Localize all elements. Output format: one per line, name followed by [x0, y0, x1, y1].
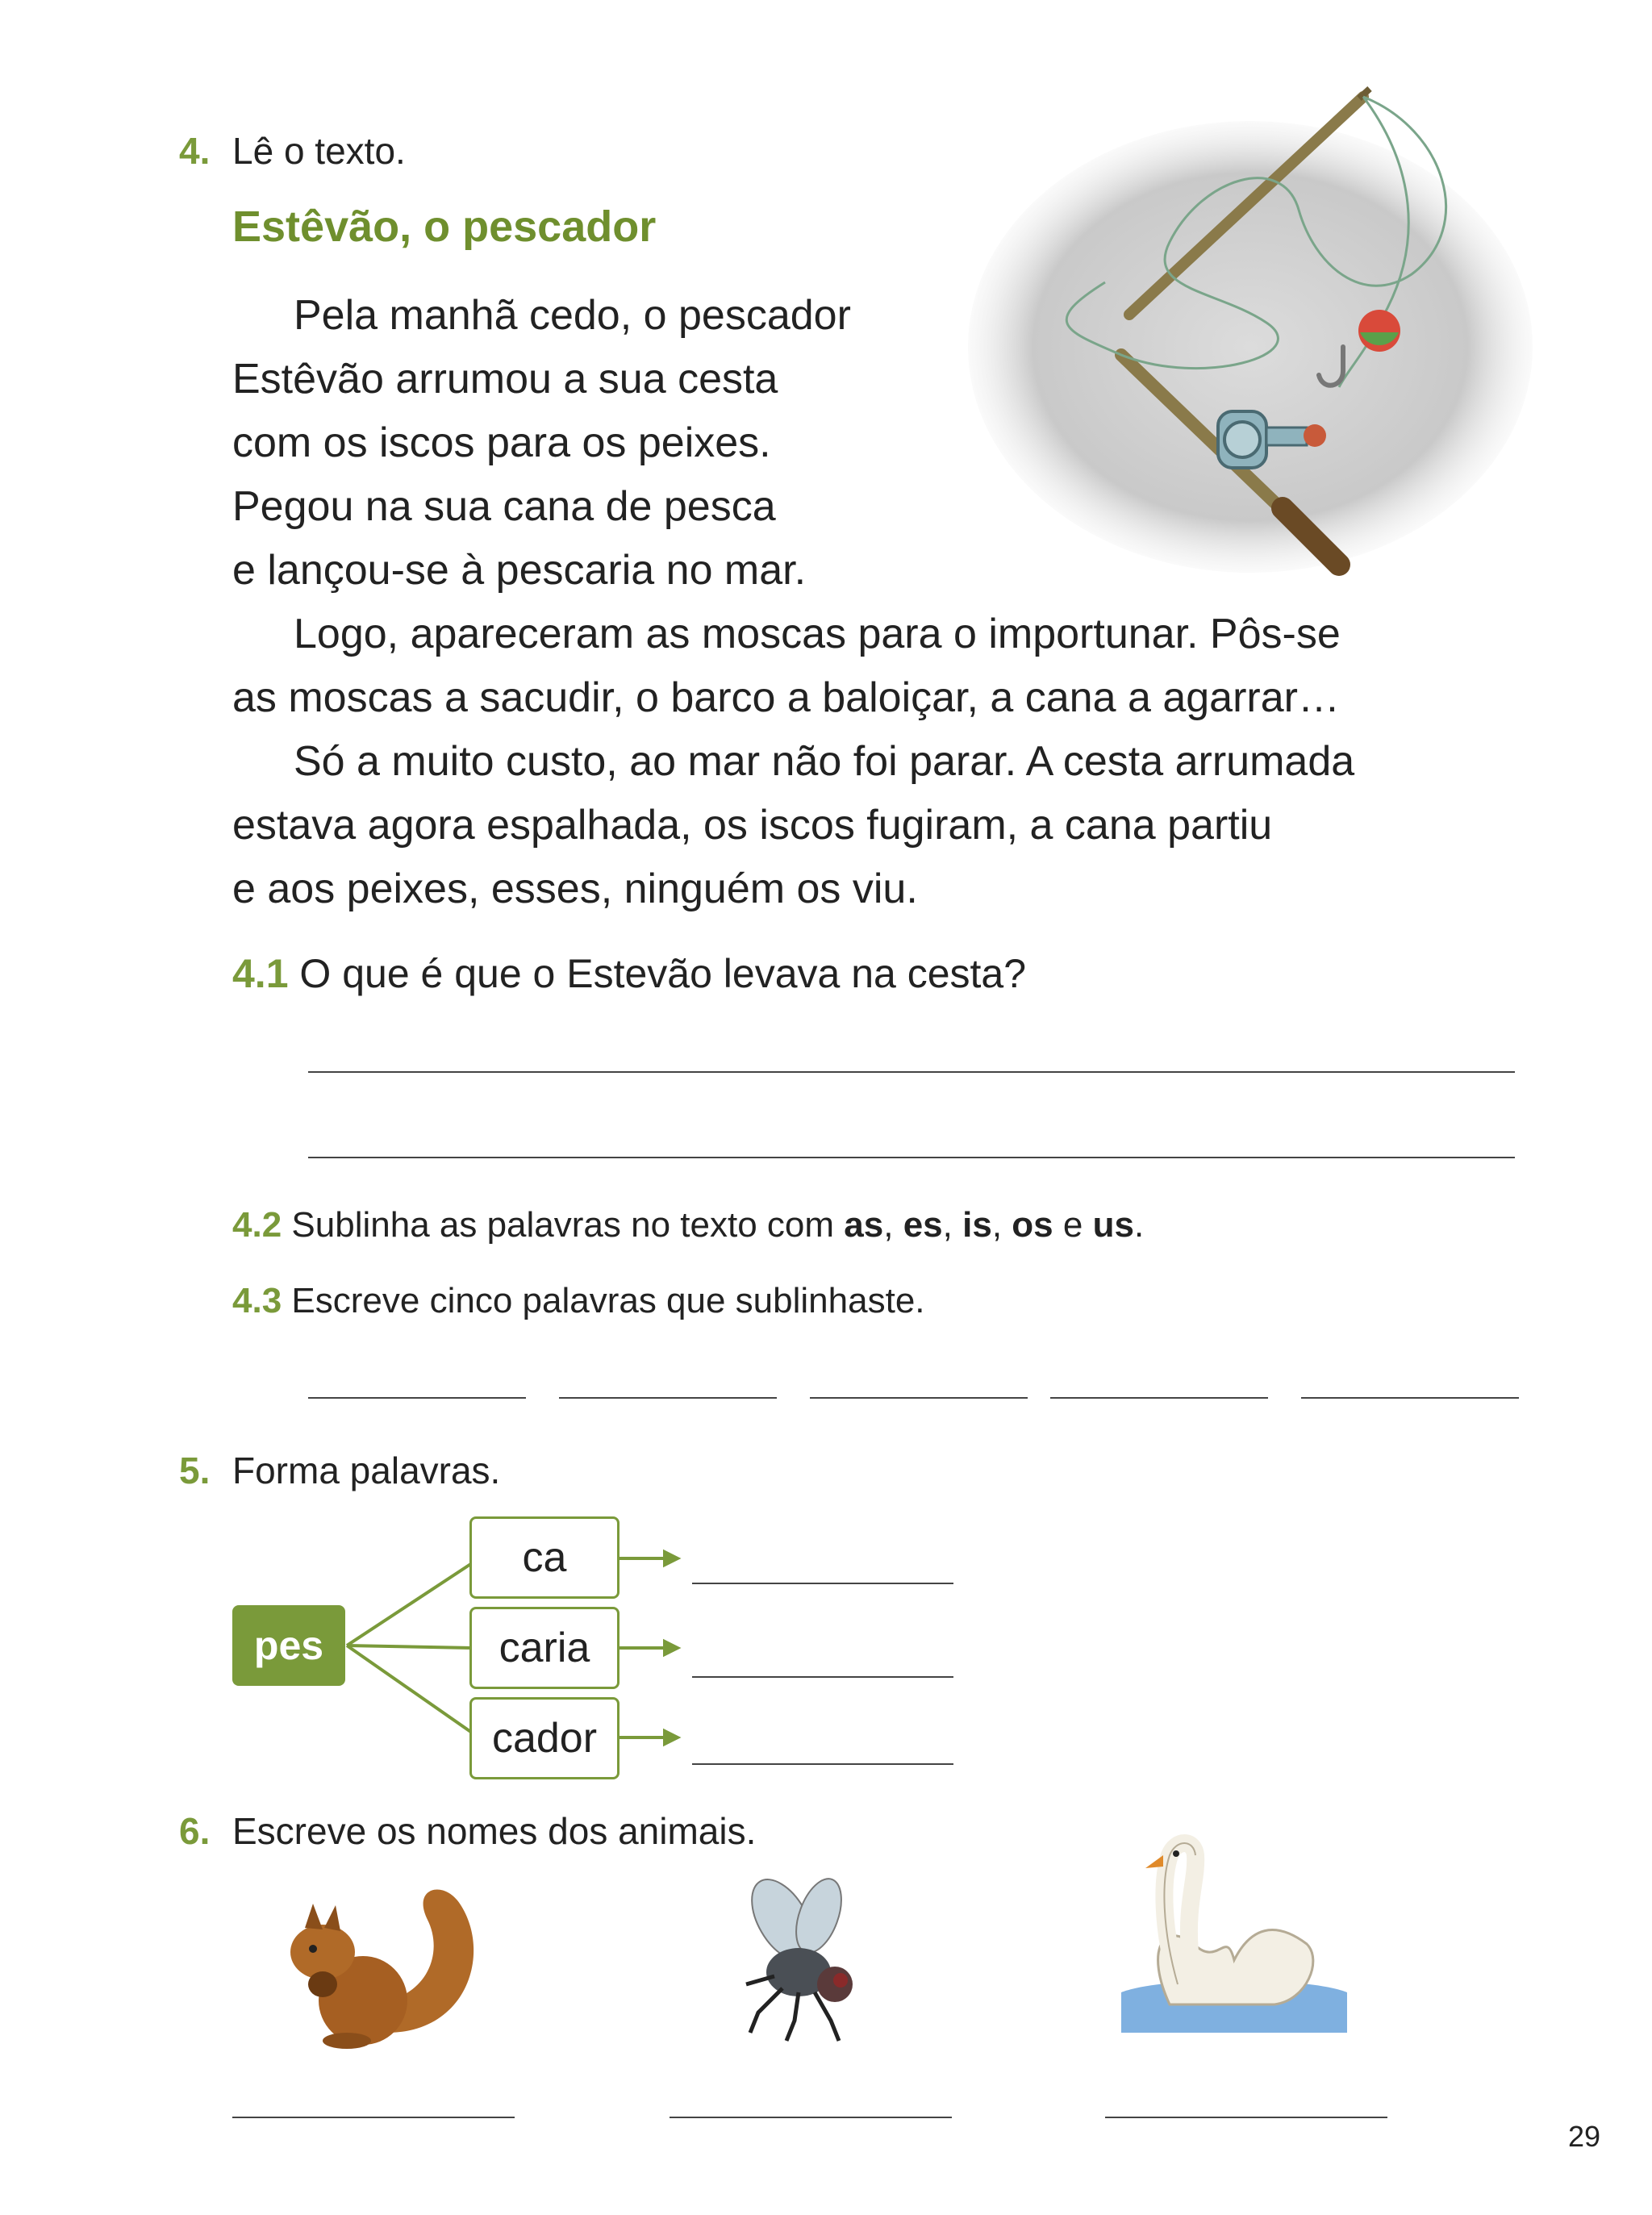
- question-4-3: [232, 1281, 925, 1321]
- question-4-instruction: Lê o texto.: [232, 130, 406, 172]
- question-4-3-text: Escreve cinco palavras que sublinhaste.: [291, 1281, 925, 1320]
- question-4-3-number: 4.3: [232, 1281, 282, 1320]
- question-4-1: [232, 950, 1026, 997]
- story-line: e lançou-se à pescaria no mar.: [232, 547, 807, 594]
- fishing-rod-illustration: [960, 81, 1541, 597]
- story-line: Estêvão arrumou a sua cesta: [232, 356, 778, 403]
- story-line: e aos peixes, esses, ninguém os viu.: [232, 866, 918, 912]
- suffix-es: es: [903, 1205, 943, 1245]
- story-line: estava agora espalhada, os iscos fugiram, a cana partiu: [232, 802, 1273, 849]
- question-4-number: 4.: [179, 130, 211, 172]
- story-line: Pela manhã cedo, o pescador: [294, 292, 851, 339]
- ending-box-caria: caria: [469, 1607, 620, 1689]
- ending-box-ca: ca: [469, 1516, 620, 1599]
- story-line: Logo, apareceram as moscas para o importunar. Pôs-se: [294, 611, 1341, 657]
- period: .: [1133, 1205, 1145, 1245]
- story-line: Só a muito custo, ao mar não foi parar. A cesta arrumada: [294, 738, 1355, 785]
- conjunction: e: [1062, 1205, 1083, 1245]
- squirrel-illustration: [266, 1871, 484, 2057]
- answer-line[interactable]: [308, 1157, 1515, 1158]
- question-4-1-text: O que é que o Estevão levava na cesta?: [299, 951, 1027, 996]
- answer-line[interactable]: [1105, 2117, 1387, 2118]
- answer-line[interactable]: [1301, 1397, 1519, 1399]
- answer-line[interactable]: [810, 1397, 1028, 1399]
- page-number: 29: [1568, 2120, 1601, 2153]
- question-4-2-text: Sublinha as palavras no texto com: [291, 1205, 835, 1245]
- story-line: as moscas a sacudir, o barco a baloiçar, a cana a agarrar…: [232, 674, 1340, 721]
- swan-illustration: [1113, 1831, 1355, 2049]
- question-6-instruction: Escreve os nomes dos animais.: [232, 1810, 757, 1852]
- question-5-instruction: Forma palavras.: [232, 1450, 501, 1491]
- answer-line[interactable]: [559, 1397, 777, 1399]
- question-5-number: 5.: [179, 1450, 211, 1491]
- answer-line[interactable]: [692, 1763, 953, 1765]
- story-line: Pegou na sua cana de pesca: [232, 483, 776, 530]
- separator: ,: [942, 1205, 953, 1245]
- story-title: Estêvão, o pescador: [232, 202, 657, 251]
- answer-line[interactable]: [670, 2117, 952, 2118]
- question-4-1-number: 4.1: [232, 951, 289, 996]
- answer-line[interactable]: [232, 2117, 515, 2118]
- answer-line[interactable]: [692, 1676, 953, 1678]
- question-4-2: [232, 1205, 1144, 1245]
- question-4-2-number: 4.2: [232, 1205, 282, 1245]
- answer-line[interactable]: [308, 1071, 1515, 1073]
- separator: ,: [883, 1205, 894, 1245]
- suffix-os: os: [1012, 1205, 1053, 1245]
- root-syllable-box: pes: [232, 1605, 345, 1686]
- suffix-us: us: [1092, 1205, 1134, 1245]
- answer-line[interactable]: [692, 1583, 953, 1584]
- answer-line[interactable]: [308, 1397, 526, 1399]
- suffix-as: as: [844, 1205, 884, 1245]
- story-line: com os iscos para os peixes.: [232, 419, 771, 466]
- question-6-number: 6.: [179, 1810, 211, 1852]
- suffix-is: is: [962, 1205, 992, 1245]
- ending-box-cador: cador: [469, 1697, 620, 1779]
- separator: ,: [991, 1205, 1003, 1245]
- answer-line[interactable]: [1050, 1397, 1268, 1399]
- fly-illustration: [718, 1871, 879, 2049]
